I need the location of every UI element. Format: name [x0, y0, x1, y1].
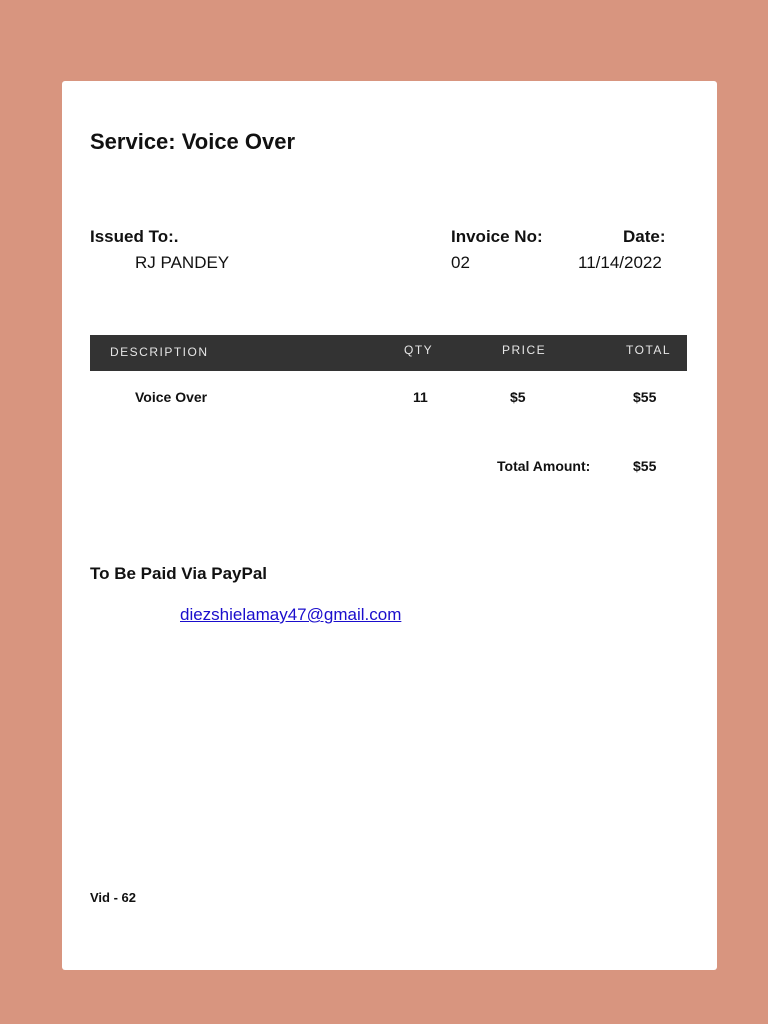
- total-amount-label: Total Amount:: [497, 458, 591, 474]
- header-description: DESCRIPTION: [110, 345, 209, 359]
- invoice-sheet: [62, 81, 717, 970]
- footer-ref: Vid - 62: [90, 890, 137, 905]
- date-label: Date:: [623, 227, 666, 246]
- table-header: [90, 335, 687, 371]
- row-total: $55: [633, 389, 657, 405]
- invoice-no-label: Invoice No:: [451, 227, 543, 246]
- issued-to-label: Issued To:.: [90, 227, 179, 246]
- issued-to-value: RJ PANDEY: [135, 253, 230, 272]
- total-amount-value: $55: [633, 458, 657, 474]
- paypal-email-link[interactable]: diezshielamay47@gmail.com: [180, 605, 402, 624]
- row-price: $5: [510, 389, 526, 405]
- row-description: Voice Over: [135, 389, 208, 405]
- date-value: 11/14/2022: [578, 253, 662, 272]
- header-qty: QTY: [404, 343, 434, 357]
- payment-label: To Be Paid Via PayPal: [90, 564, 268, 583]
- header-total: TOTAL: [626, 343, 672, 357]
- row-qty: 11: [413, 389, 428, 405]
- service-title: Service: Voice Over: [90, 129, 296, 154]
- invoice-no-value: 02: [451, 253, 470, 272]
- header-price: PRICE: [502, 343, 547, 357]
